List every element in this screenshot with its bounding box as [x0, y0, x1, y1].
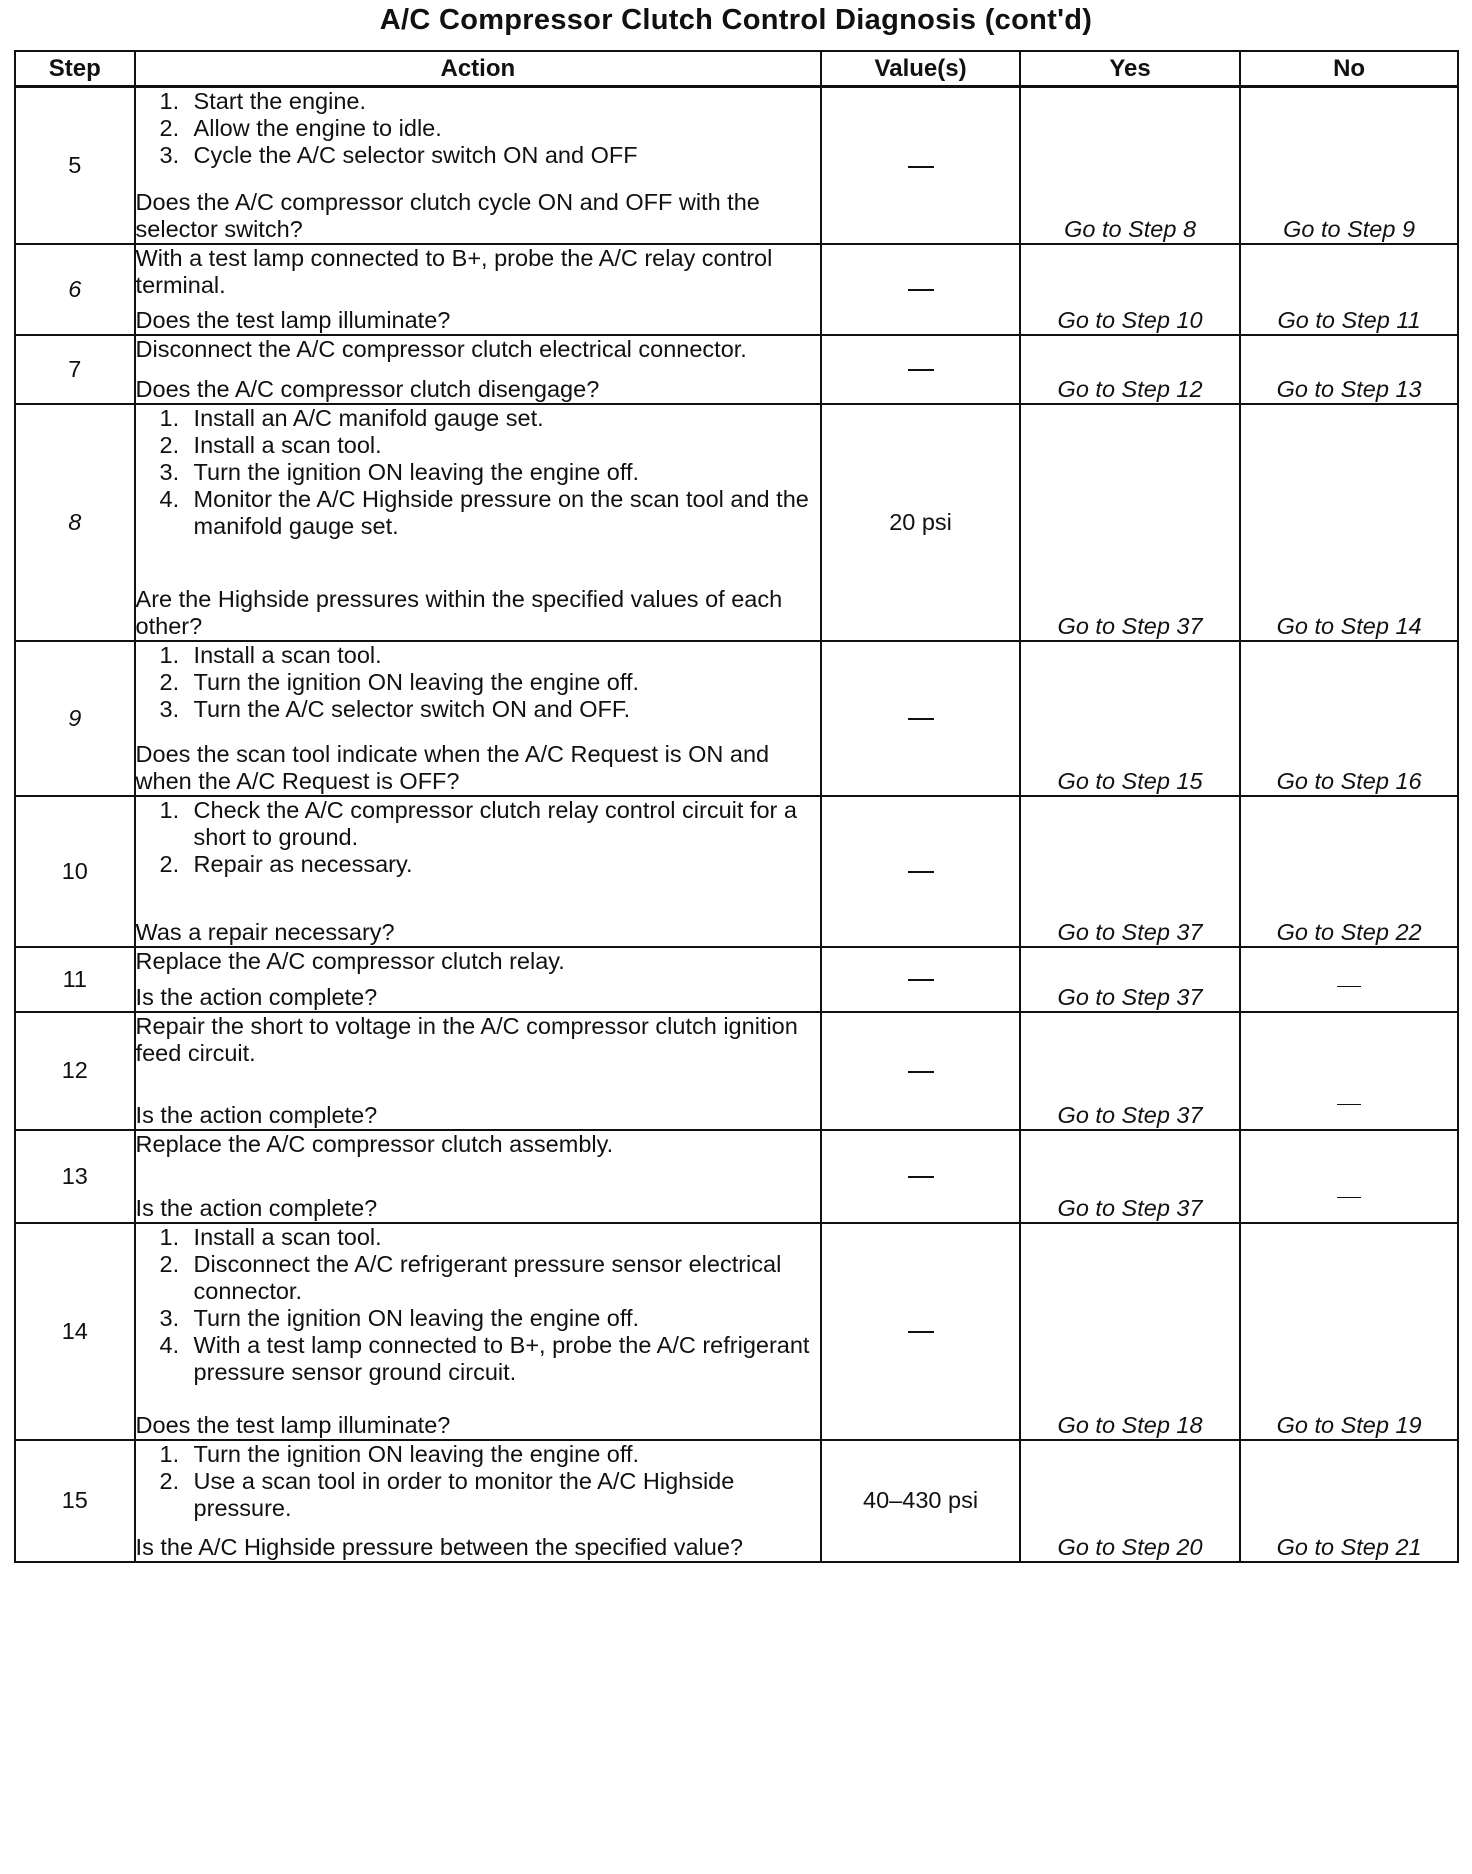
dash-mark [908, 166, 934, 168]
yes-result: Go to Step 20 [1020, 1440, 1240, 1562]
dash-mark [908, 871, 934, 873]
instruction-number: 1. [159, 88, 180, 114]
instruction-text: Repair the short to voltage in the A/C compressor clutch ignition feed circuit. [135, 1012, 798, 1066]
step-number: 8 [15, 404, 135, 641]
value-cell [821, 947, 1020, 1012]
instruction-item [136, 1468, 821, 1522]
instruction-text: Cycle the A/C selector switch ON and OFF [193, 142, 638, 168]
table-row [15, 641, 1458, 796]
action-cell [135, 1440, 822, 1562]
yes-result: Go to Step 12 [1020, 335, 1240, 404]
action-content [136, 1131, 821, 1222]
instruction-text: Turn the A/C selector switch ON and OFF. [193, 695, 631, 722]
instruction-number: 1. [159, 404, 180, 431]
action-cell [135, 404, 822, 641]
dash-mark [1337, 1197, 1361, 1199]
table-row [15, 796, 1458, 947]
instruction-text: With a test lamp connected to B+, probe the A/C refrigerant pressure sensor ground circuit. [193, 1331, 810, 1385]
yes-result: Go to Step 37 [1020, 796, 1240, 947]
instruction-item [136, 851, 821, 878]
instruction-item [136, 486, 821, 540]
step-number: 14 [15, 1223, 135, 1440]
instruction-number: 3. [159, 142, 180, 168]
no-result [1240, 1012, 1458, 1130]
instruction-item [136, 432, 821, 459]
instruction-text: Replace the A/C compressor clutch assembly. [135, 1130, 614, 1157]
action-cell [135, 1012, 822, 1130]
action-content [136, 336, 821, 403]
no-result: Go to Step 21 [1240, 1440, 1458, 1562]
action-instructions [136, 336, 821, 363]
no-result: Go to Step 13 [1240, 335, 1458, 404]
step-number: 7 [15, 335, 135, 404]
action-question: Does the A/C compressor clutch cycle ON and OFF with the selector switch? [135, 188, 760, 242]
action-question: Does the A/C compressor clutch disengage? [135, 375, 600, 402]
dash-mark [908, 1176, 934, 1178]
yes-result: Go to Step 37 [1020, 1012, 1240, 1130]
action-content [136, 405, 821, 640]
header-action: Action [135, 51, 822, 87]
action-instructions [136, 1131, 821, 1158]
instruction-text: Install an A/C manifold gauge set. [193, 404, 544, 431]
action-instructions [136, 797, 821, 878]
action-cell [135, 244, 822, 335]
dash-mark [908, 1071, 934, 1073]
dash-mark [908, 369, 934, 371]
action-instructions [136, 245, 821, 299]
table-body [15, 87, 1458, 1562]
value-cell [821, 1223, 1020, 1440]
instruction-number: 2. [159, 431, 180, 458]
dash-mark [908, 1331, 934, 1333]
action-cell [135, 796, 822, 947]
instruction-text: Use a scan tool in order to monitor the A/C Highside pressure. [193, 1467, 735, 1521]
action-content [136, 642, 821, 795]
value-cell: 20 psi [821, 404, 1020, 641]
action-content [136, 1441, 821, 1561]
action-content [136, 1013, 821, 1129]
step-number: 12 [15, 1012, 135, 1130]
instruction-text: Disconnect the A/C refrigerant pressure sensor electrical connector. [193, 1250, 782, 1304]
action-cell [135, 947, 822, 1012]
action-question: Does the test lamp illuminate? [135, 306, 451, 333]
instruction-item [136, 142, 821, 169]
instruction-item [136, 1251, 821, 1305]
value-cell: 40–430 psi [821, 1440, 1020, 1562]
step-number: 6 [15, 244, 135, 335]
action-instructions [136, 88, 821, 169]
instruction-item [136, 405, 821, 432]
table-row [15, 1440, 1458, 1562]
action-question: Does the test lamp illuminate? [135, 1411, 451, 1438]
instruction-text: Turn the ignition ON leaving the engine off. [193, 458, 640, 485]
action-content [136, 245, 821, 334]
instruction-number: 4. [159, 1331, 180, 1358]
instruction-number: 3. [159, 458, 180, 485]
instruction-item [136, 88, 821, 115]
instruction-item [136, 115, 821, 142]
yes-result: Go to Step 10 [1020, 244, 1240, 335]
dash-mark [908, 718, 934, 720]
instruction-item [136, 669, 821, 696]
action-cell [135, 1223, 822, 1440]
action-question: Does the scan tool indicate when the A/C Request is ON and when the A/C Request is OFF? [135, 740, 770, 794]
dash-mark [1337, 1104, 1361, 1106]
instruction-number: 2. [159, 668, 180, 695]
table-header [15, 51, 1458, 87]
instruction-text: Install a scan tool. [193, 431, 382, 458]
step-number: 13 [15, 1130, 135, 1223]
action-question: Is the action complete? [135, 1101, 378, 1128]
step-number: 9 [15, 641, 135, 796]
instruction-text: Monitor the A/C Highside pressure on the scan tool and the manifold gauge set. [193, 485, 809, 539]
instruction-text: Install a scan tool. [193, 641, 382, 668]
action-instructions [136, 1441, 821, 1522]
instruction-number: 2. [159, 1250, 180, 1277]
header-values: Value(s) [821, 51, 1020, 87]
table-row [15, 404, 1458, 641]
diagnosis-table [14, 50, 1459, 1563]
dash-mark [908, 979, 934, 981]
value-cell [821, 244, 1020, 335]
table-row [15, 947, 1458, 1012]
header-step: Step [15, 51, 135, 87]
action-content [136, 88, 821, 243]
value-cell [821, 87, 1020, 244]
instruction-number: 4. [159, 485, 180, 512]
action-question: Is the action complete? [135, 1194, 378, 1221]
no-result: Go to Step 16 [1240, 641, 1458, 796]
instruction-number: 3. [159, 695, 180, 722]
table-row [15, 1223, 1458, 1440]
instruction-number: 2. [159, 850, 180, 877]
action-content [136, 948, 821, 1011]
document-title: A/C Compressor Clutch Control Diagnosis (cont'd) [379, 4, 1093, 36]
no-result [1240, 947, 1458, 1012]
yes-result: Go to Step 18 [1020, 1223, 1240, 1440]
step-number: 5 [15, 87, 135, 244]
instruction-item [136, 797, 821, 851]
instruction-text: Repair as necessary. [193, 850, 413, 877]
no-result: Go to Step 22 [1240, 796, 1458, 947]
instruction-text: Turn the ignition ON leaving the engine off. [193, 668, 640, 695]
dash-mark [908, 289, 934, 291]
instruction-item [136, 1305, 821, 1332]
table-row [15, 1012, 1458, 1130]
instruction-text: Allow the engine to idle. [193, 115, 442, 141]
instruction-item [136, 1224, 821, 1251]
instruction-text: Check the A/C compressor clutch relay control circuit for a short to ground. [193, 796, 797, 850]
value-cell [821, 335, 1020, 404]
yes-result: Go to Step 15 [1020, 641, 1240, 796]
instruction-number: 1. [159, 1223, 180, 1250]
yes-result: Go to Step 37 [1020, 1130, 1240, 1223]
action-question: Is the action complete? [135, 983, 378, 1010]
step-number: 10 [15, 796, 135, 947]
no-result: Go to Step 9 [1240, 87, 1458, 244]
yes-result: Go to Step 37 [1020, 404, 1240, 641]
action-question: Is the A/C Highside pressure between the specified value? [135, 1533, 743, 1560]
step-number: 15 [15, 1440, 135, 1562]
value-cell [821, 1130, 1020, 1223]
action-instructions [136, 1013, 821, 1067]
instruction-number: 1. [159, 796, 180, 823]
action-cell [135, 87, 822, 244]
instruction-text: Turn the ignition ON leaving the engine off. [193, 1440, 640, 1467]
instruction-number: 2. [159, 1467, 180, 1494]
header-yes: Yes [1020, 51, 1240, 87]
value-cell [821, 796, 1020, 947]
step-number: 11 [15, 947, 135, 1012]
yes-result: Go to Step 37 [1020, 947, 1240, 1012]
instruction-text: Replace the A/C compressor clutch relay. [135, 947, 565, 974]
instruction-item [136, 642, 821, 669]
action-content [136, 797, 821, 946]
value-cell [821, 641, 1020, 796]
action-instructions [136, 1224, 821, 1386]
instruction-text: Turn the ignition ON leaving the engine off. [193, 1304, 640, 1331]
table-row [15, 244, 1458, 335]
instruction-text: Install a scan tool. [193, 1223, 382, 1250]
instruction-number: 1. [159, 641, 180, 668]
yes-result: Go to Step 8 [1020, 87, 1240, 244]
table-row [15, 87, 1458, 244]
instruction-item [136, 696, 821, 723]
action-cell [135, 335, 822, 404]
action-instructions [136, 642, 821, 723]
table-row [15, 1130, 1458, 1223]
instruction-number: 2. [159, 115, 180, 141]
instruction-text: Start the engine. [193, 88, 366, 114]
instruction-text: Disconnect the A/C compressor clutch electrical connector. [135, 335, 747, 362]
instruction-item [136, 459, 821, 486]
instruction-item [136, 1332, 821, 1386]
instruction-text: With a test lamp connected to B+, probe the A/C relay control terminal. [135, 244, 773, 298]
no-result [1240, 1130, 1458, 1223]
instruction-item [136, 1441, 821, 1468]
instruction-number: 3. [159, 1304, 180, 1331]
action-question: Are the Highside pressures within the specified values of each other? [135, 585, 783, 639]
header-row [15, 51, 1458, 87]
action-content [136, 1224, 821, 1439]
dash-mark [1337, 986, 1361, 988]
action-instructions [136, 948, 821, 975]
value-cell [821, 1012, 1020, 1130]
table-row [15, 335, 1458, 404]
no-result: Go to Step 19 [1240, 1223, 1458, 1440]
header-no: No [1240, 51, 1458, 87]
action-cell [135, 1130, 822, 1223]
action-cell [135, 641, 822, 796]
no-result: Go to Step 14 [1240, 404, 1458, 641]
no-result: Go to Step 11 [1240, 244, 1458, 335]
action-question: Was a repair necessary? [135, 918, 395, 945]
action-instructions [136, 405, 821, 540]
instruction-number: 1. [159, 1440, 180, 1467]
